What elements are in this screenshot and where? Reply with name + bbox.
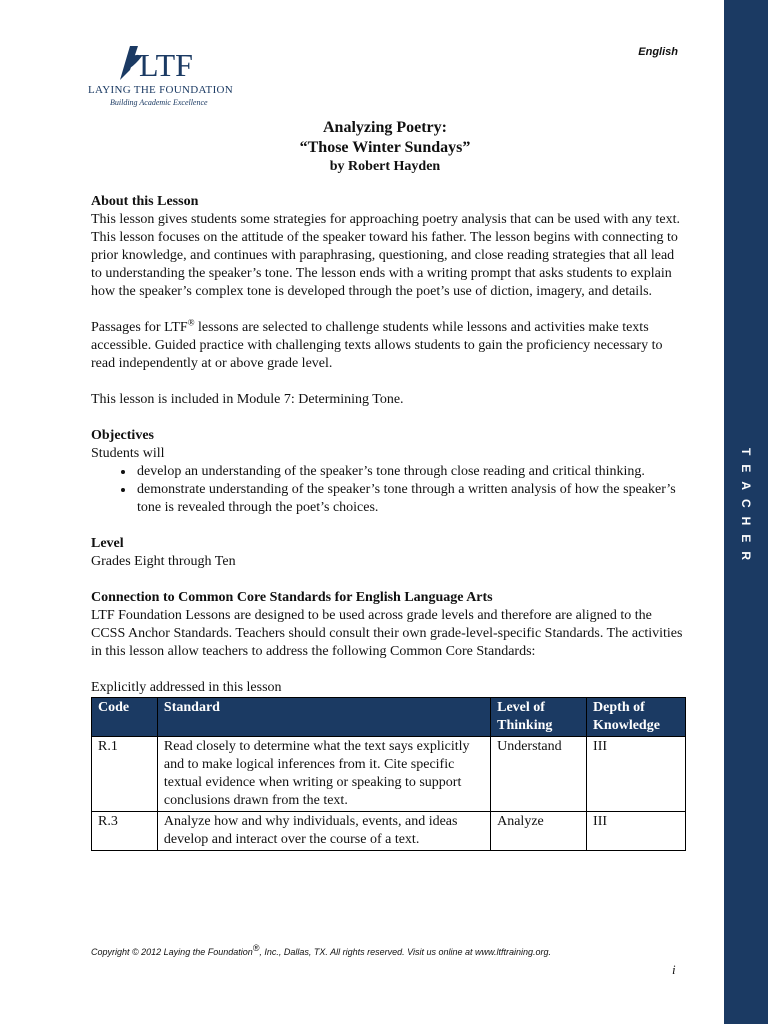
cell-level: Analyze bbox=[491, 812, 587, 851]
table-caption: Explicitly addressed in this lesson bbox=[91, 680, 282, 695]
logo-mark-text: LTF bbox=[139, 47, 193, 82]
ltf-logo-mark bbox=[116, 42, 196, 82]
about-paragraph-2 bbox=[91, 319, 685, 373]
footer-prefix: Copyright © 2012 Laying the Foundation bbox=[91, 947, 253, 957]
table-row bbox=[92, 812, 686, 851]
para2-prefix: Passages for LTF bbox=[91, 320, 188, 335]
title-line-1: Analyzing Poetry: bbox=[323, 119, 447, 136]
table-header-row bbox=[92, 698, 686, 737]
cell-standard: Analyze how and why individuals, events, and ideas develop and interact over the course of a text. bbox=[157, 812, 490, 851]
page-number: i bbox=[672, 962, 676, 977]
standards-table bbox=[91, 697, 686, 851]
footer-rest: , Inc., Dallas, TX. All rights reserved. Visit us online at www.ltftraining.org. bbox=[259, 947, 552, 957]
about-paragraph-1: This lesson gives students some strategies for approaching poetry analysis that can be used with any text. This lesson focuses on the attitude of the speaker toward his father. The lesson begins with connecting to prior knowledge, and continues with paraphrasing, questioning, and close reading strategies that all lead to understanding the speaker’s tone. The lesson ends with a writing prompt that asks students to explain how the speaker’s complex tone is developed through the poet’s use of diction, imagery, and details. bbox=[91, 212, 681, 299]
cell-level: Understand bbox=[491, 737, 587, 812]
objectives-intro: Students will bbox=[91, 446, 165, 461]
about-heading: About this Lesson bbox=[91, 194, 199, 209]
objectives-list bbox=[91, 463, 685, 517]
objective-item: • develop an understanding of the speaker’s tone through close reading and critical thinking. bbox=[135, 463, 685, 481]
cell-depth: III bbox=[587, 812, 686, 851]
cell-depth: III bbox=[587, 737, 686, 812]
ltf-logo bbox=[88, 40, 238, 116]
footer-registered-mark: ® bbox=[252, 943, 260, 953]
teacher-sidebar bbox=[724, 0, 768, 1024]
cell-code: R.1 bbox=[92, 737, 158, 812]
level-text: Grades Eight through Ten bbox=[91, 554, 236, 569]
logo-tagline: Building Academic Excellence bbox=[110, 98, 208, 107]
standards-text: LTF Foundation Lessons are designed to be used across grade levels and therefore are aligned to the CCSS Anchor Standards. Teachers should consult their own grade-level-specific Standards. The activities in this lesson allow teachers to address the following Common Core Standards: bbox=[91, 608, 683, 659]
objective-item: • demonstrate understanding of the speaker’s tone through a written analysis of how the speaker’s tone is revealed through the poet’s choices. bbox=[135, 481, 685, 517]
table-row bbox=[92, 737, 686, 812]
registered-mark: ® bbox=[187, 317, 195, 328]
objectives-heading: Objectives bbox=[91, 428, 154, 443]
logo-name: LAYING THE FOUNDATION bbox=[88, 84, 234, 96]
cell-code: R.3 bbox=[92, 812, 158, 851]
col-code: Code bbox=[92, 698, 158, 737]
about-paragraph-3: This lesson is included in Module 7: Determining Tone. bbox=[91, 392, 404, 407]
sidebar-label: TEACHER bbox=[739, 448, 753, 570]
col-depth: Depth of Knowledge bbox=[587, 698, 686, 737]
copyright-footer bbox=[91, 943, 685, 957]
para2-rest: lessons are selected to challenge students while lessons and activities make texts accessible. Guided practice with challenging texts allows students to gain the proficiency necessary to read independently at or above grade level. bbox=[91, 320, 663, 371]
level-heading: Level bbox=[91, 536, 124, 551]
standards-heading: Connection to Common Core Standards for English Language Arts bbox=[91, 590, 493, 605]
title-author: by Robert Hayden bbox=[329, 159, 441, 174]
title-line-2: “Those Winter Sundays” bbox=[299, 139, 471, 156]
col-standard: Standard bbox=[157, 698, 490, 737]
cell-standard: Read closely to determine what the text says explicitly and to make logical inferences from it. Cite specific textual evidence when writing or speaking to support conclusions drawn from the text. bbox=[157, 737, 490, 812]
subject-label: English bbox=[638, 46, 678, 58]
col-level: Level of Thinking bbox=[491, 698, 587, 737]
lesson-body bbox=[91, 193, 685, 851]
lesson-title bbox=[88, 118, 682, 176]
